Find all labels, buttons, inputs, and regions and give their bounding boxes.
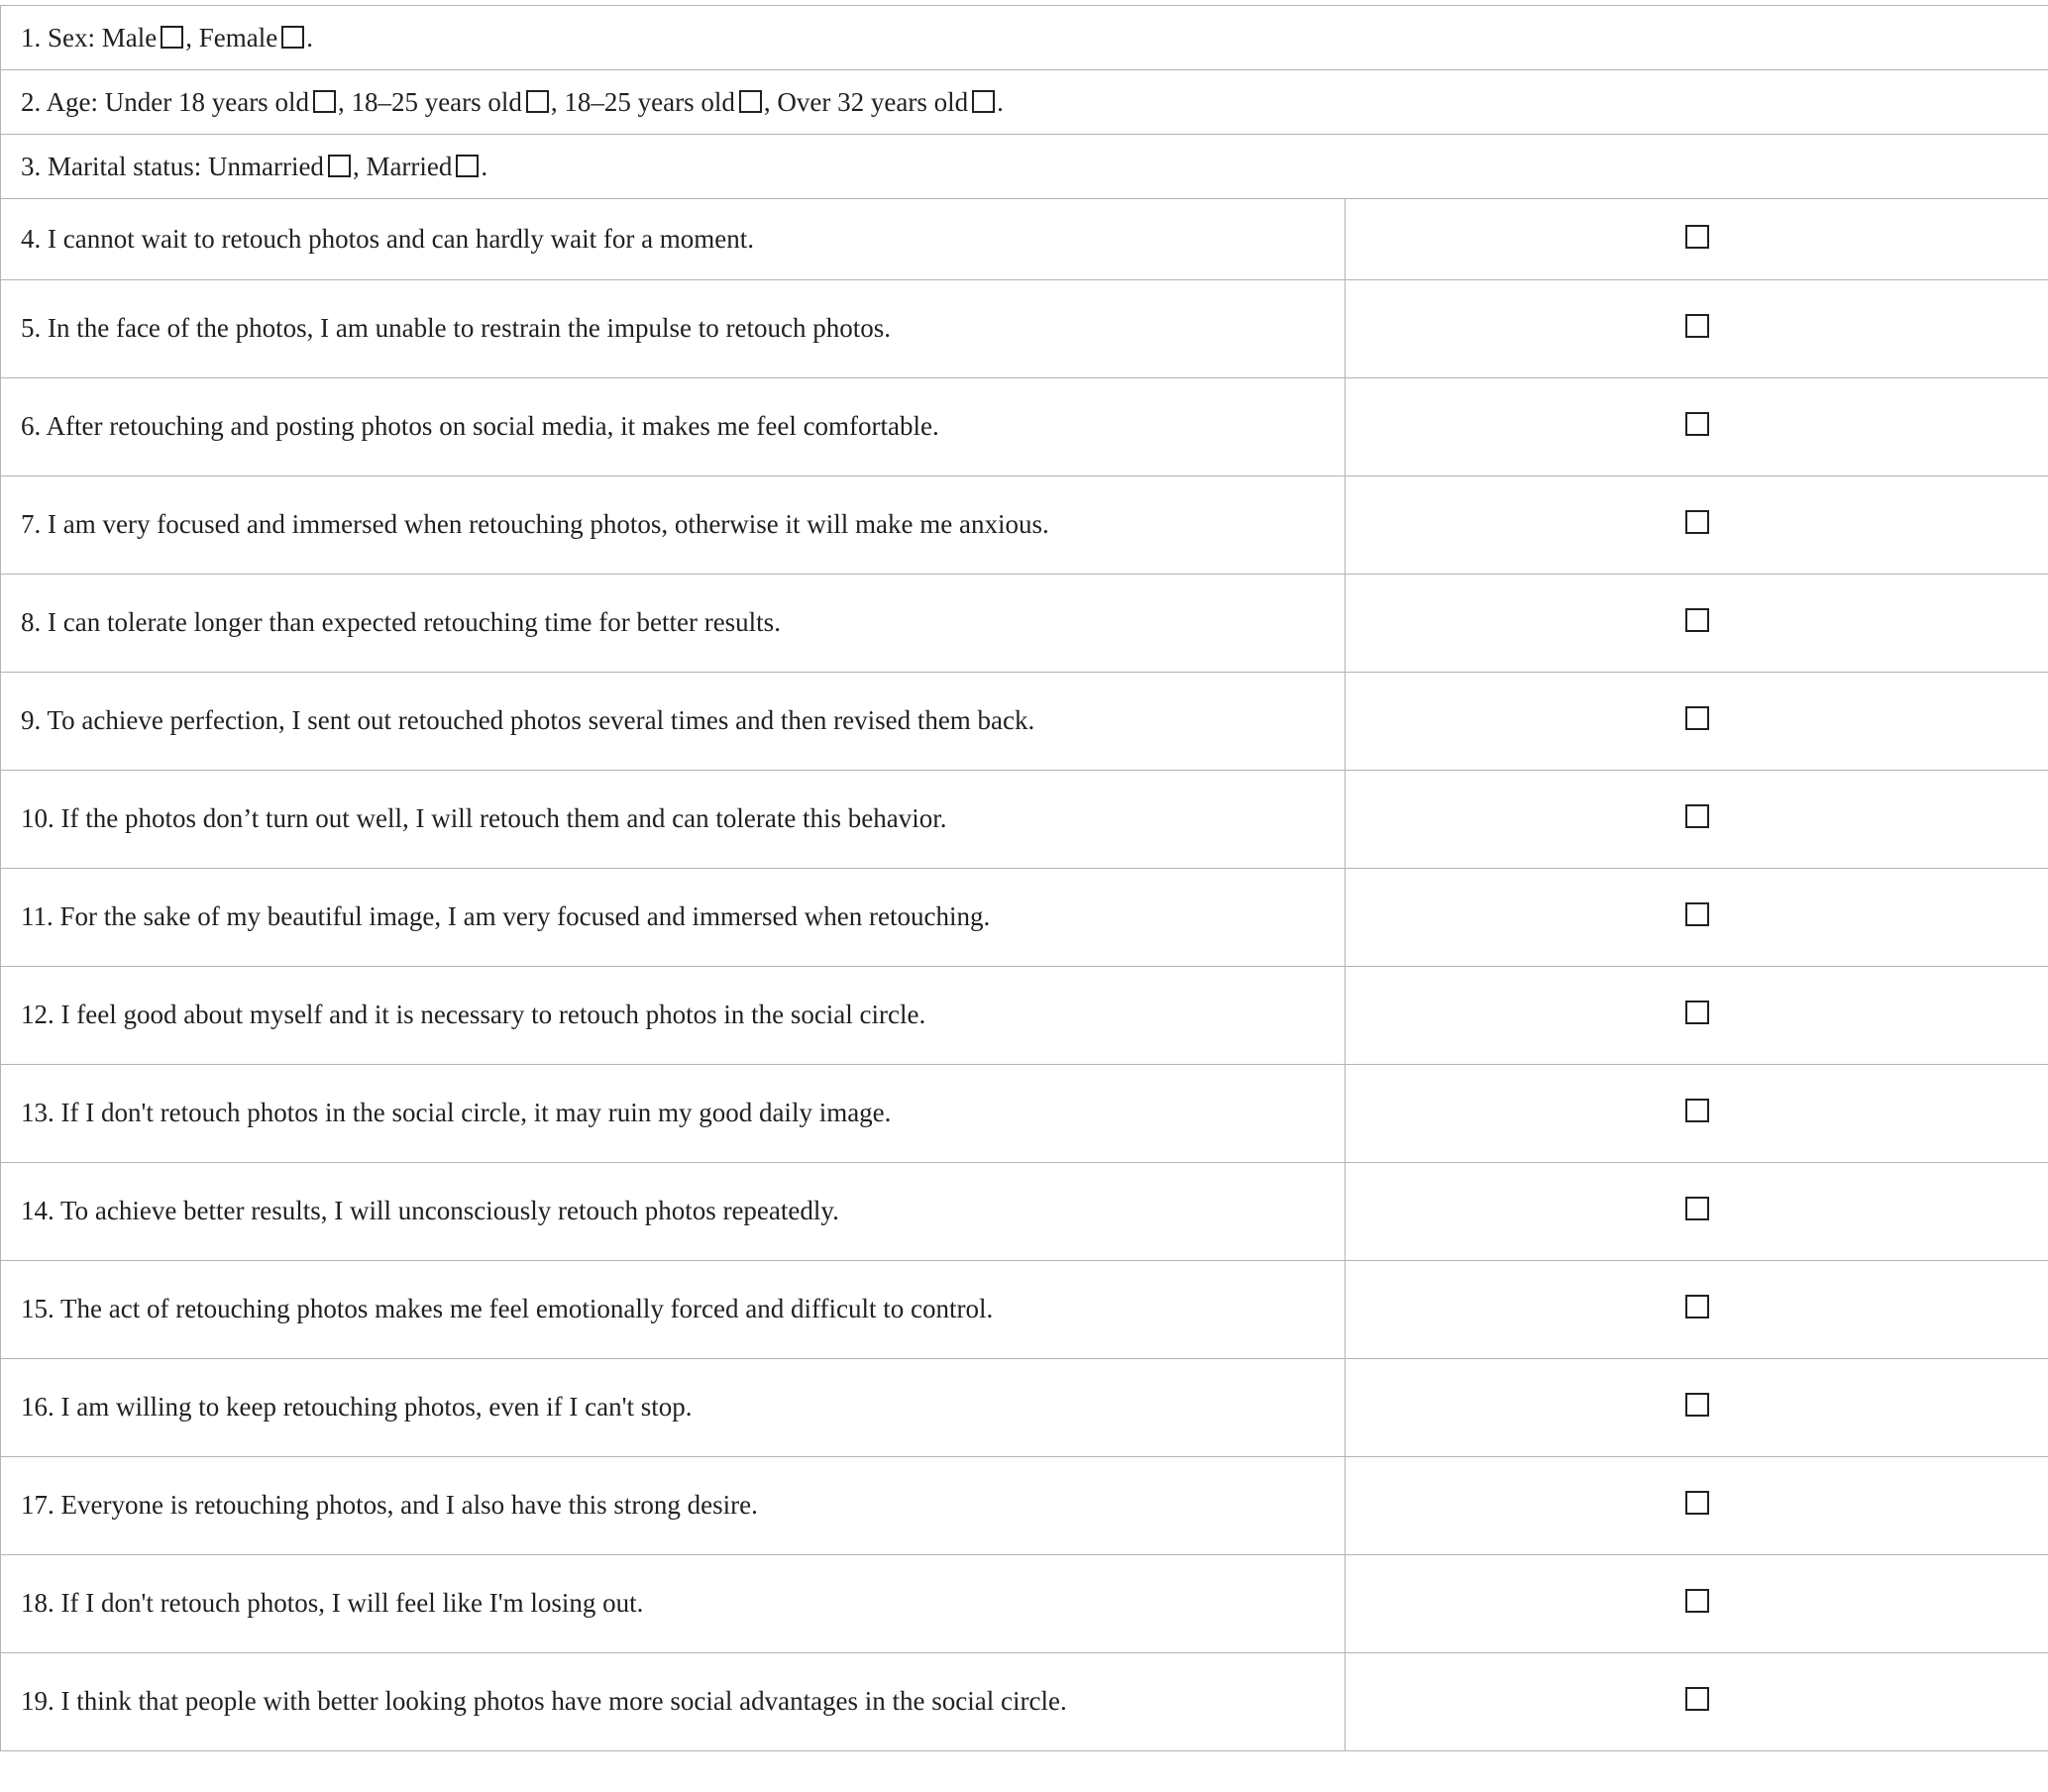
statement-cell xyxy=(1,1261,1346,1359)
option-label: Male xyxy=(101,23,158,53)
option-separator: , xyxy=(352,152,367,181)
questionnaire-body xyxy=(1,6,2048,1751)
statement-checkbox[interactable] xyxy=(1685,1687,1709,1711)
demographic-row xyxy=(1,70,2048,135)
question-end: . xyxy=(306,23,313,53)
statement-cell xyxy=(1,199,1346,280)
statement-text: 11. For the sake of my beautiful image, I am very focused and immersed when retouching. xyxy=(21,901,991,931)
option-checkbox[interactable] xyxy=(313,90,336,113)
statement-text: 19. I think that people with better looking photos have more social advantages in the social circle. xyxy=(21,1686,1067,1716)
statement-checkbox[interactable] xyxy=(1685,314,1709,338)
statement-row xyxy=(1,1065,2048,1163)
statement-text: 14. To achieve better results, I will unconsciously retouch photos repeatedly. xyxy=(21,1196,839,1225)
option-label: Unmarried xyxy=(207,152,324,181)
statement-cell xyxy=(1,476,1346,575)
option-checkbox[interactable] xyxy=(526,90,549,113)
statement-checkbox[interactable] xyxy=(1685,804,1709,828)
option-checkbox[interactable] xyxy=(328,155,351,177)
option-label: Over 32 years old xyxy=(777,87,969,117)
statement-text: 15. The act of retouching photos makes me feel emotionally forced and difficult to control. xyxy=(21,1294,994,1323)
checkbox-cell xyxy=(1346,1261,2048,1359)
option-checkbox[interactable] xyxy=(456,155,479,177)
checkbox-cell xyxy=(1346,771,2048,869)
statement-cell xyxy=(1,575,1346,673)
question-label: 2. Age: xyxy=(21,87,105,117)
statement-cell xyxy=(1,1555,1346,1653)
statement-row xyxy=(1,1555,2048,1653)
statement-cell xyxy=(1,1653,1346,1751)
statement-text: 13. If I don't retouch photos in the social circle, it may ruin my good daily image. xyxy=(21,1098,892,1127)
option-checkbox[interactable] xyxy=(161,26,183,49)
option-label: 18–25 years old xyxy=(564,87,735,117)
question-end: . xyxy=(481,152,488,181)
statement-cell xyxy=(1,967,1346,1065)
option-label: Under 18 years old xyxy=(104,87,309,117)
checkbox-cell xyxy=(1346,1065,2048,1163)
statement-cell xyxy=(1,1065,1346,1163)
statement-text: 18. If I don't retouch photos, I will feel like I'm losing out. xyxy=(21,1588,644,1618)
statement-checkbox[interactable] xyxy=(1685,1393,1709,1417)
option-label: 18–25 years old xyxy=(351,87,522,117)
statement-text: 9. To achieve perfection, I sent out retouched photos several times and then revised them back. xyxy=(21,705,1035,735)
statement-row xyxy=(1,869,2048,967)
statement-cell xyxy=(1,673,1346,771)
statement-checkbox[interactable] xyxy=(1685,1099,1709,1122)
statement-cell xyxy=(1,1163,1346,1261)
questionnaire-table xyxy=(0,5,2048,1751)
statement-checkbox[interactable] xyxy=(1685,510,1709,534)
checkbox-cell xyxy=(1346,378,2048,476)
statement-checkbox[interactable] xyxy=(1685,902,1709,926)
statement-row xyxy=(1,575,2048,673)
statement-row xyxy=(1,1359,2048,1457)
statement-row xyxy=(1,673,2048,771)
statement-text: 17. Everyone is retouching photos, and I also have this strong desire. xyxy=(21,1490,758,1520)
demographic-row xyxy=(1,6,2048,70)
checkbox-cell xyxy=(1346,967,2048,1065)
checkbox-cell xyxy=(1346,476,2048,575)
statement-row xyxy=(1,476,2048,575)
statement-cell xyxy=(1,869,1346,967)
demographic-row xyxy=(1,135,2048,199)
question-label: 1. Sex: xyxy=(21,23,102,53)
demographic-question xyxy=(1,6,2048,70)
option-checkbox[interactable] xyxy=(739,90,762,113)
statement-checkbox[interactable] xyxy=(1685,225,1709,249)
option-label: Married xyxy=(366,152,453,181)
statement-checkbox[interactable] xyxy=(1685,608,1709,632)
option-separator: , xyxy=(185,23,199,53)
statement-row xyxy=(1,967,2048,1065)
statement-checkbox[interactable] xyxy=(1685,1491,1709,1515)
question-label: 3. Marital status: xyxy=(21,152,208,181)
statement-checkbox[interactable] xyxy=(1685,1197,1709,1220)
statement-text: 16. I am willing to keep retouching photos, even if I can't stop. xyxy=(21,1392,693,1422)
question-end: . xyxy=(997,87,1004,117)
demographic-question xyxy=(1,135,2048,199)
statement-row xyxy=(1,1457,2048,1555)
option-checkbox[interactable] xyxy=(972,90,995,113)
checkbox-cell xyxy=(1346,199,2048,280)
checkbox-cell xyxy=(1346,1457,2048,1555)
option-separator: , xyxy=(550,87,565,117)
statement-cell xyxy=(1,1359,1346,1457)
statement-row xyxy=(1,280,2048,378)
option-separator: , xyxy=(337,87,352,117)
option-checkbox[interactable] xyxy=(281,26,304,49)
checkbox-cell xyxy=(1346,575,2048,673)
checkbox-cell xyxy=(1346,869,2048,967)
statement-checkbox[interactable] xyxy=(1685,1295,1709,1318)
statement-text: 10. If the photos don’t turn out well, I will retouch them and can tolerate this behavior. xyxy=(21,803,947,833)
statement-row xyxy=(1,199,2048,280)
checkbox-cell xyxy=(1346,1359,2048,1457)
statement-row xyxy=(1,378,2048,476)
statement-text: 8. I can tolerate longer than expected retouching time for better results. xyxy=(21,607,781,637)
statement-text: 12. I feel good about myself and it is necessary to retouch photos in the social circle. xyxy=(21,1000,926,1029)
checkbox-cell xyxy=(1346,673,2048,771)
statement-text: 7. I am very focused and immersed when retouching photos, otherwise it will make me anxious. xyxy=(21,509,1049,539)
checkbox-cell xyxy=(1346,1163,2048,1261)
demographic-question xyxy=(1,70,2048,135)
statement-cell xyxy=(1,1457,1346,1555)
option-label: Female xyxy=(198,23,278,53)
statement-cell xyxy=(1,771,1346,869)
statement-checkbox[interactable] xyxy=(1685,1001,1709,1024)
statement-row xyxy=(1,1653,2048,1751)
checkbox-cell xyxy=(1346,1555,2048,1653)
statement-row xyxy=(1,771,2048,869)
statement-text: 5. In the face of the photos, I am unable to restrain the impulse to retouch photos. xyxy=(21,313,892,343)
statement-checkbox[interactable] xyxy=(1685,412,1709,436)
statement-row xyxy=(1,1163,2048,1261)
statement-text: 4. I cannot wait to retouch photos and can hardly wait for a moment. xyxy=(21,223,755,254)
statement-row xyxy=(1,1261,2048,1359)
option-separator: , xyxy=(763,87,778,117)
statement-checkbox[interactable] xyxy=(1685,1589,1709,1613)
checkbox-cell xyxy=(1346,1653,2048,1751)
statement-checkbox[interactable] xyxy=(1685,706,1709,730)
checkbox-cell xyxy=(1346,280,2048,378)
statement-cell xyxy=(1,280,1346,378)
statement-cell xyxy=(1,378,1346,476)
statement-text: 6. After retouching and posting photos on social media, it makes me feel comfortable. xyxy=(21,411,939,441)
